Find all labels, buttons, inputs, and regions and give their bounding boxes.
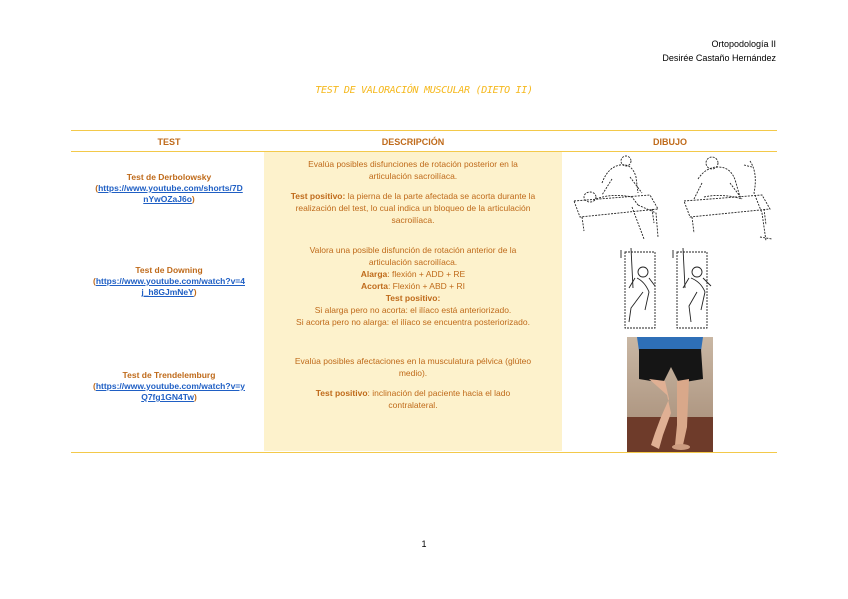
- derbolowsky-illustration: [572, 153, 774, 245]
- desc-line: articulación sacroilíaca.: [368, 171, 458, 181]
- column-header-drawing: DIBUJO: [652, 137, 687, 147]
- table-bottom-rule: [71, 452, 777, 453]
- desc-line: realización del test, lo cual indica un bloqueo de la articulación: [295, 203, 531, 213]
- desc-text: : Flexión + ABD + RI: [387, 281, 465, 291]
- test-name: Test de Derbolowsky: [126, 172, 212, 182]
- test-name: Test de Trendelemburg: [122, 370, 216, 380]
- document-header: [662, 37, 776, 65]
- desc-line: sacroilíaca.: [391, 215, 435, 225]
- downing-illustration: [615, 248, 727, 330]
- positive-label: Test positivo: [315, 388, 368, 398]
- video-link[interactable]: https://www.youtube.com/watch?v=4: [95, 276, 245, 286]
- description-cell-downing: [266, 244, 560, 328]
- video-link-cont[interactable]: Q7fg1GN4Tw: [141, 392, 194, 402]
- desc-line: [266, 280, 560, 292]
- positive-label: Test positivo:: [385, 293, 441, 303]
- video-link-cont[interactable]: j_h8GJmNeY: [141, 287, 194, 297]
- desc-text: : flexión + ADD + RE: [387, 269, 466, 279]
- test-cell-downing: Test de Downing (https://www.youtube.com/watch?v=4 j_h8GJmNeY): [76, 265, 262, 298]
- positive-label: Test positivo:: [290, 191, 346, 201]
- desc-line: [266, 387, 560, 399]
- desc-line: [266, 190, 560, 202]
- desc-line: Si alarga pero no acorta: el ilíaco está anteriorizado.: [314, 305, 512, 315]
- desc-text: la pierna de la parte afectada se acorta durante la: [345, 191, 536, 201]
- desc-line: contralateral.: [388, 400, 438, 410]
- document-title: TEST DE VALORACIÓN MUSCULAR (DIETO II): [315, 85, 533, 96]
- column-header-description: DESCRIPCIÓN: [381, 137, 445, 147]
- desc-line: Si acorta pero no alarga: el ilíaco se encuentra posteriorizado.: [296, 317, 530, 327]
- course-name: Ortopodología II: [711, 39, 776, 49]
- description-cell-trendelemburg: [266, 355, 560, 411]
- alarga-label: Alarga: [360, 269, 388, 279]
- video-link[interactable]: https://www.youtube.com/watch?v=y: [95, 381, 245, 391]
- desc-line: [266, 292, 560, 304]
- column-header-test: TEST: [157, 137, 181, 147]
- desc-line: Valora una posible disfunción de rotación anterior de la: [309, 245, 517, 255]
- table-top-rule: [71, 130, 777, 131]
- acorta-label: Acorta: [361, 281, 388, 291]
- trendelemburg-photo: [627, 337, 713, 452]
- desc-text: : inclinación del paciente hacia el lado: [367, 388, 511, 398]
- desc-line: articulación sacroilíaca.: [368, 257, 458, 267]
- desc-line: [266, 268, 560, 280]
- video-link[interactable]: https://www.youtube.com/shorts/7D: [98, 183, 243, 193]
- author-name: Desirée Castaño Hernández: [662, 53, 776, 63]
- test-cell-trendelemburg: Test de Trendelemburg (https://www.youtube.com/watch?v=y Q7fg1GN4Tw): [76, 370, 262, 403]
- desc-line: medio).: [398, 368, 428, 378]
- desc-line: Evalúa posibles afectaciones en la musculatura pélvica (glúteo: [294, 356, 532, 366]
- desc-line: Evalúa posibles disfunciones de rotación posterior en la: [308, 159, 518, 169]
- page-number: 1: [421, 539, 427, 549]
- video-link-cont[interactable]: nYwOZaJ6o: [143, 194, 192, 204]
- description-cell-derbolowsky: [266, 158, 560, 226]
- test-cell-derbolowsky: Test de Derbolowsky (https://www.youtube.com/shorts/7D nYwOZaJ6o): [76, 172, 262, 205]
- test-name: Test de Downing: [135, 265, 203, 275]
